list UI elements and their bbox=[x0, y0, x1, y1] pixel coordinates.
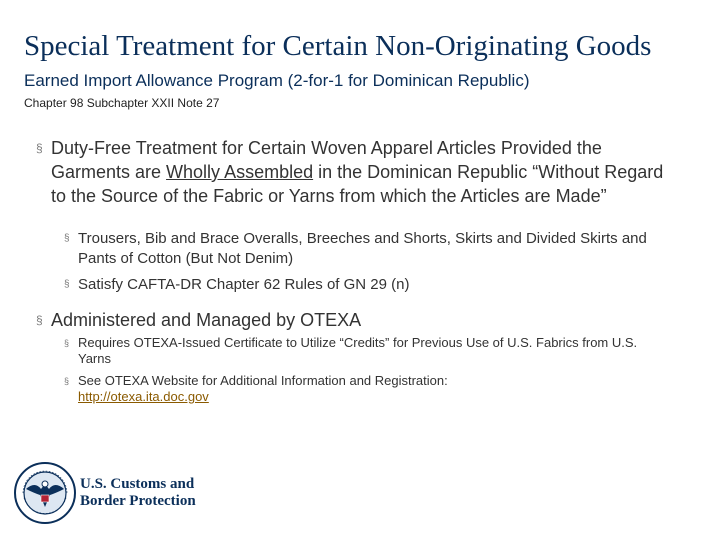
sub-bullet-trousers bbox=[64, 229, 664, 269]
logo-line-2: Border Protection bbox=[80, 493, 196, 509]
bullet-text: Administered and Managed by OTEXA bbox=[51, 310, 362, 330]
cbp-logo-text bbox=[80, 476, 196, 510]
bullet-marker: § bbox=[64, 279, 70, 290]
bullet-text bbox=[51, 136, 676, 208]
bullet-marker: § bbox=[64, 338, 70, 348]
slide-title: Special Treatment for Certain Non-Originating Goods bbox=[24, 30, 652, 62]
sub-bullet-text: See OTEXA Website for Additional Information and Registration: bbox=[78, 373, 448, 388]
dhs-seal-icon bbox=[14, 462, 76, 524]
sub-bullet-content bbox=[78, 373, 448, 405]
bullet-marker: § bbox=[64, 233, 70, 244]
logo-line-1: U.S. Customs and bbox=[80, 476, 195, 492]
sub-bullet-website bbox=[64, 373, 664, 405]
sub-bullet-text: Requires OTEXA-Issued Certificate to Utilize “Credits” for Previous Use of U.S. Fabrics from U.S. Yarns bbox=[78, 335, 638, 366]
bullet-marker: § bbox=[36, 313, 43, 327]
bullet-emphasis: Wholly Assembled bbox=[166, 162, 314, 182]
slide-reference: Chapter 98 Subchapter XXII Note 27 bbox=[24, 96, 220, 110]
slide-subtitle: Earned Import Allowance Program (2-for-1 for Dominican Republic) bbox=[24, 71, 530, 90]
sub-bullet-cafta-rules bbox=[64, 275, 664, 295]
bullet-otexa bbox=[36, 308, 676, 332]
bullet-marker: § bbox=[64, 376, 70, 386]
bullet-text-end: in the Dominican Republic “Without Regard to the Source of the Fabric or Yarns from which the Articles are Made” bbox=[51, 162, 664, 206]
sub-bullet-text: Satisfy CAFTA-DR Chapter 62 Rules of GN 29 (n) bbox=[78, 276, 410, 293]
sub-bullet-text: Trousers, Bib and Brace Overalls, Breeches and Shorts, Skirts and Divided Skirts and Pants of Cotton (But Not Denim) bbox=[78, 230, 647, 267]
bullet-text-start: Duty-Free Treatment for Certain Woven Apparel Articles Provided the Garments are bbox=[51, 138, 602, 182]
bullet-duty-free-treatment bbox=[36, 136, 676, 208]
sub-bullet-certificate bbox=[64, 335, 664, 367]
otexa-website-link[interactable]: http://otexa.ita.doc.gov bbox=[78, 389, 209, 404]
bullet-marker: § bbox=[36, 141, 43, 155]
